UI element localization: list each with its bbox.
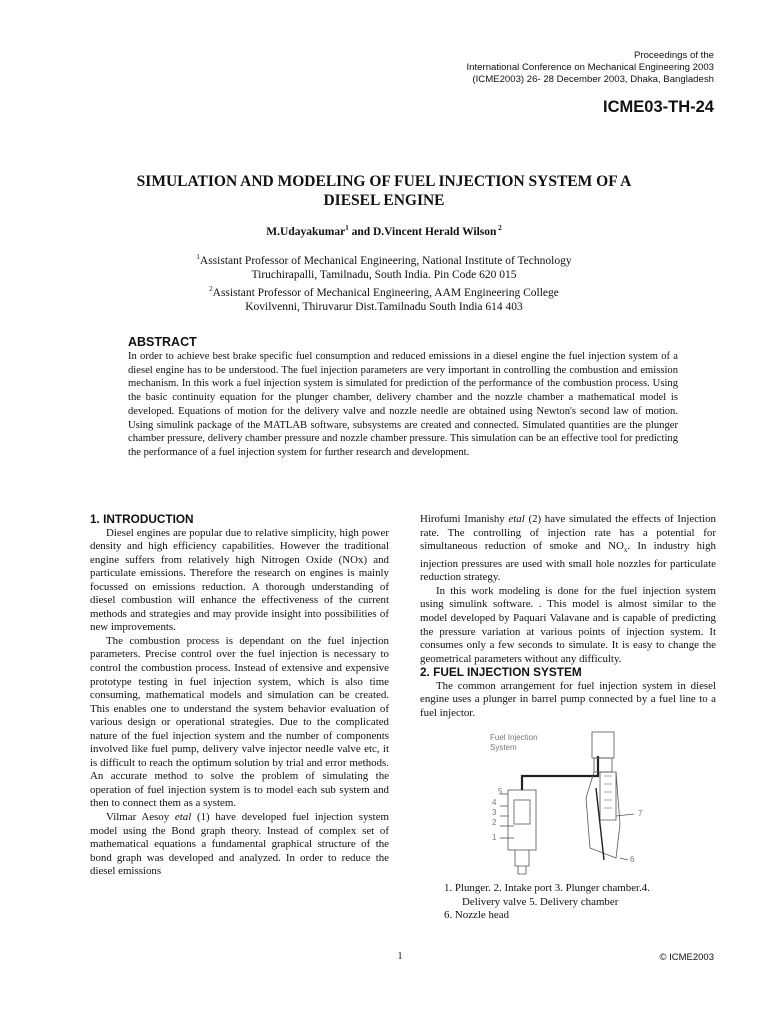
proceedings-line: (ICME2003) 26- 28 December 2003, Dhaka, Bangladesh: [472, 74, 714, 85]
text-span: . In industry high injection pressures are used with small hole nozzles for particulate reduction strategy.: [420, 540, 716, 584]
section-heading: 1. INTRODUCTION: [90, 512, 194, 526]
figure-caption: [420, 882, 716, 923]
title-line: DIESEL ENGINE: [323, 192, 445, 209]
paper-title: [0, 172, 768, 210]
abstract-text: In order to achieve best brake specific fuel consumption and reduced emissions in a diesel engine the fuel injection system of a diesel engine has to be understood. The fuel injection parameters are very important in controlling the combustion and emission mechanism. In this work a fuel injection system is simulated for prediction of the performance of the combustion process. Using the basic continuity equation for the plunger chamber, delivery chamber and the nozzle chamber a mathematical model is developed. Equations of motion for the delivery valve and nozzle needle are obtained using Newton's second law of motion. Using simulink package of the MATLAB software, subsystems are created and connected. Simulated quantities are the plunger chamber pressure, delivery chamber pressure and nozzle chamber pressure. This simulation can be an effective tool for predicting the performance of a fuel injection system for further research and development.: [128, 351, 678, 458]
injector-body: [600, 772, 616, 820]
copyright: © ICME2003: [659, 952, 714, 963]
title-line: SIMULATION AND MODELING OF FUEL INJECTION SYSTEM OF A: [136, 173, 632, 190]
author-sup: 2: [496, 224, 502, 232]
fuel-injection-system-figure: [470, 728, 660, 878]
figure-number: 2: [492, 818, 497, 828]
injector-cap: [594, 758, 612, 772]
proceedings-header: [467, 50, 714, 86]
caption-line: 1. Plunger. 2. Intake port 3. Plunger chamber.4.: [444, 882, 650, 895]
figure-label: Fuel Injection: [490, 733, 538, 743]
text-span: Vilmar Aesoy: [106, 811, 175, 824]
figure-number: 4: [492, 798, 497, 808]
injector-top: [592, 732, 614, 758]
left-column: [90, 513, 389, 879]
figure-number: 5: [498, 787, 503, 797]
author-sup: 1: [345, 224, 349, 232]
plunger: [514, 800, 530, 824]
right-column: [420, 513, 716, 923]
paragraph: Diesel engines are popular due to relative simplicity, high power density and high efficiency capabilities. However the traditional engine suffers from relatively high Nitrogen Oxide (NOx) and particulate emissions. Therefore the research on engines is mainly focussed on emissions reduction. A thorough understanding of diesel combustion will enhance the effectiveness of the current methods and strategies and may provide insight into possibilities of new improvements.: [90, 526, 389, 634]
affiliations: [0, 250, 768, 314]
text-span: Hirofumi Imanishy: [420, 513, 509, 525]
etal-italic: etal: [508, 513, 525, 525]
paragraph: [420, 513, 716, 585]
text-span: (2) have simulated the effects of Injection rate. The controlling of injection rate has a potential for simultaneous reduction of smoke and NO: [420, 513, 716, 553]
affil-line: Assistant Professor of Mechanical Engineering, National Institute of Technology: [199, 254, 572, 267]
etal-italic: etal: [174, 811, 192, 824]
proceedings-line: International Conference on Mechanical Engineering 2003: [466, 62, 714, 73]
figure-number: 1: [492, 833, 497, 843]
caption-line: 6. Nozzle head: [444, 909, 510, 922]
paragraph: The combustion process is dependant on the fuel injection parameters. Precise control over the fuel injection is necessary to control the combustion process. Instead of extensive and expensive prototype testing in fuel injection system, which is also time consuming, mathematical models and simulation can be created. This enables one to understand the system behavior evaluation of various design or operational strategies. Due to the complicated nature of the fuel injection system and the number of components involved like fuel pump, delivery valve injector needle valve etc, it is difficult to reach the optimum solution by trial and error methods. An accurate method to solve the problem of simulating the operation of fuel injection system is to model each sub system and then to connect them as a system.: [90, 634, 389, 810]
affil-sup: 2: [209, 284, 213, 293]
pump-barrel: [508, 790, 536, 850]
figure-number: 6: [630, 855, 635, 865]
paper-id: ICME03-TH-24: [603, 98, 714, 116]
paragraph: The common arrangement for fuel injection system in diesel engine uses a plunger in barrel pump connected by a fuel line to a fuel injector.: [420, 679, 716, 719]
section-heading: 2. FUEL INJECTION SYSTEM: [420, 665, 582, 680]
affil-line: Tiruchirapalli, Tamilnadu, South India. Pin Code 620 015: [251, 268, 517, 281]
authors: [0, 224, 768, 238]
figure-label: System: [490, 743, 517, 753]
paragraph: In this work modeling is done for the fuel injection system using simulink software. . This model is almost similar to the model developed by Paquari Valavane and is capable of predicting the pressure variation at various points of injection system. It consumes only a few seconds to simulate. It is easy to change the geometrical parameters without any difficulty.: [420, 584, 716, 665]
pump-base: [518, 866, 526, 874]
affil-line: Kovilvenni, Thiruvarur Dist.Tamilnadu South India 614 403: [245, 300, 523, 313]
author-and: and: [348, 225, 373, 238]
injection-diagram: [500, 732, 634, 874]
affil-line: Assistant Professor of Mechanical Engineering, AAM Engineering College: [212, 286, 559, 299]
figure-number: 3: [492, 808, 497, 818]
abstract-heading: ABSTRACT: [128, 335, 197, 349]
author-name: M.Udayakumar: [266, 225, 346, 238]
author-name: D.Vincent Herald Wilson: [373, 225, 497, 238]
page-number: 1: [397, 951, 403, 962]
figure-number: 7: [638, 809, 643, 819]
text-span: (1) have developed fuel injection system model using the Bond graph theory. Instead of complex set of mathematical equations a fundamental graphical structure of the bond graph was developed and analyzed. In order to reduce the diesel emissions: [90, 811, 389, 878]
proceedings-line: Proceedings of the: [633, 50, 714, 61]
fuel-line: [522, 756, 598, 790]
paragraph: [90, 811, 389, 879]
caption-line: Delivery valve 5. Delivery chamber: [462, 895, 619, 908]
affil-sup: 1: [196, 253, 200, 261]
subscript: x: [623, 546, 628, 555]
pump-stem: [515, 850, 529, 866]
